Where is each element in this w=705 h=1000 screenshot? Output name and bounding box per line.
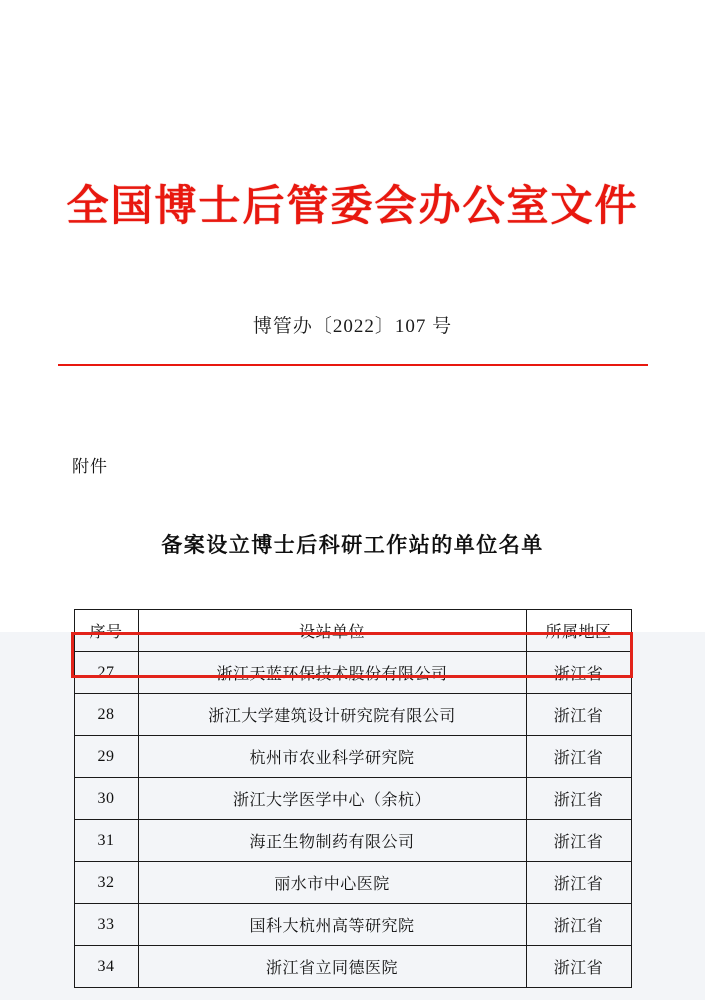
document-number: 博管办〔2022〕107 号 (252, 316, 453, 337)
list-title: 备案设立博士后科研工作站的单位名单 (161, 532, 544, 557)
cell-region: 浙江省 (526, 820, 631, 862)
cell-unit: 浙江大学建筑设计研究院有限公司 (138, 694, 526, 736)
cell-region: 浙江省 (526, 862, 631, 904)
cell-region: 浙江省 (526, 652, 631, 694)
table-row (74, 946, 631, 988)
cell-unit: 杭州市农业科学研究院 (138, 736, 526, 778)
cell-region: 浙江省 (526, 778, 631, 820)
cell-index: 27 (74, 652, 138, 694)
cell-unit: 丽水市中心医院 (138, 862, 526, 904)
table-row (74, 778, 631, 820)
table-header-row (74, 610, 631, 652)
cell-region: 浙江省 (526, 946, 631, 988)
cell-region: 浙江省 (526, 694, 631, 736)
cell-index: 32 (74, 862, 138, 904)
cell-unit: 海正生物制药有限公司 (138, 820, 526, 862)
cell-index: 31 (74, 820, 138, 862)
table-row (74, 652, 631, 694)
cell-region: 浙江省 (526, 736, 631, 778)
unit-list-table (74, 609, 632, 988)
cell-index: 30 (74, 778, 138, 820)
cell-unit: 国科大杭州高等研究院 (138, 904, 526, 946)
table-row (74, 904, 631, 946)
column-header-index: 序号 (74, 610, 138, 652)
red-divider-rule (58, 364, 648, 366)
attachment-label: 附件 (72, 457, 108, 476)
cell-unit: 浙江省立同德医院 (138, 946, 526, 988)
cell-index: 34 (74, 946, 138, 988)
table-row (74, 736, 631, 778)
column-header-region: 所属地区 (526, 610, 631, 652)
cell-index: 29 (74, 736, 138, 778)
table-row (74, 862, 631, 904)
cell-unit: 浙江天蓝环保技术股份有限公司 (138, 652, 526, 694)
document-title: 全国博士后管委会办公室文件 (66, 181, 639, 230)
table-row (74, 820, 631, 862)
cell-unit: 浙江大学医学中心（余杭） (138, 778, 526, 820)
cell-region: 浙江省 (526, 904, 631, 946)
cell-index: 28 (74, 694, 138, 736)
column-header-unit: 设站单位 (138, 610, 526, 652)
table-row (74, 694, 631, 736)
cell-index: 33 (74, 904, 138, 946)
